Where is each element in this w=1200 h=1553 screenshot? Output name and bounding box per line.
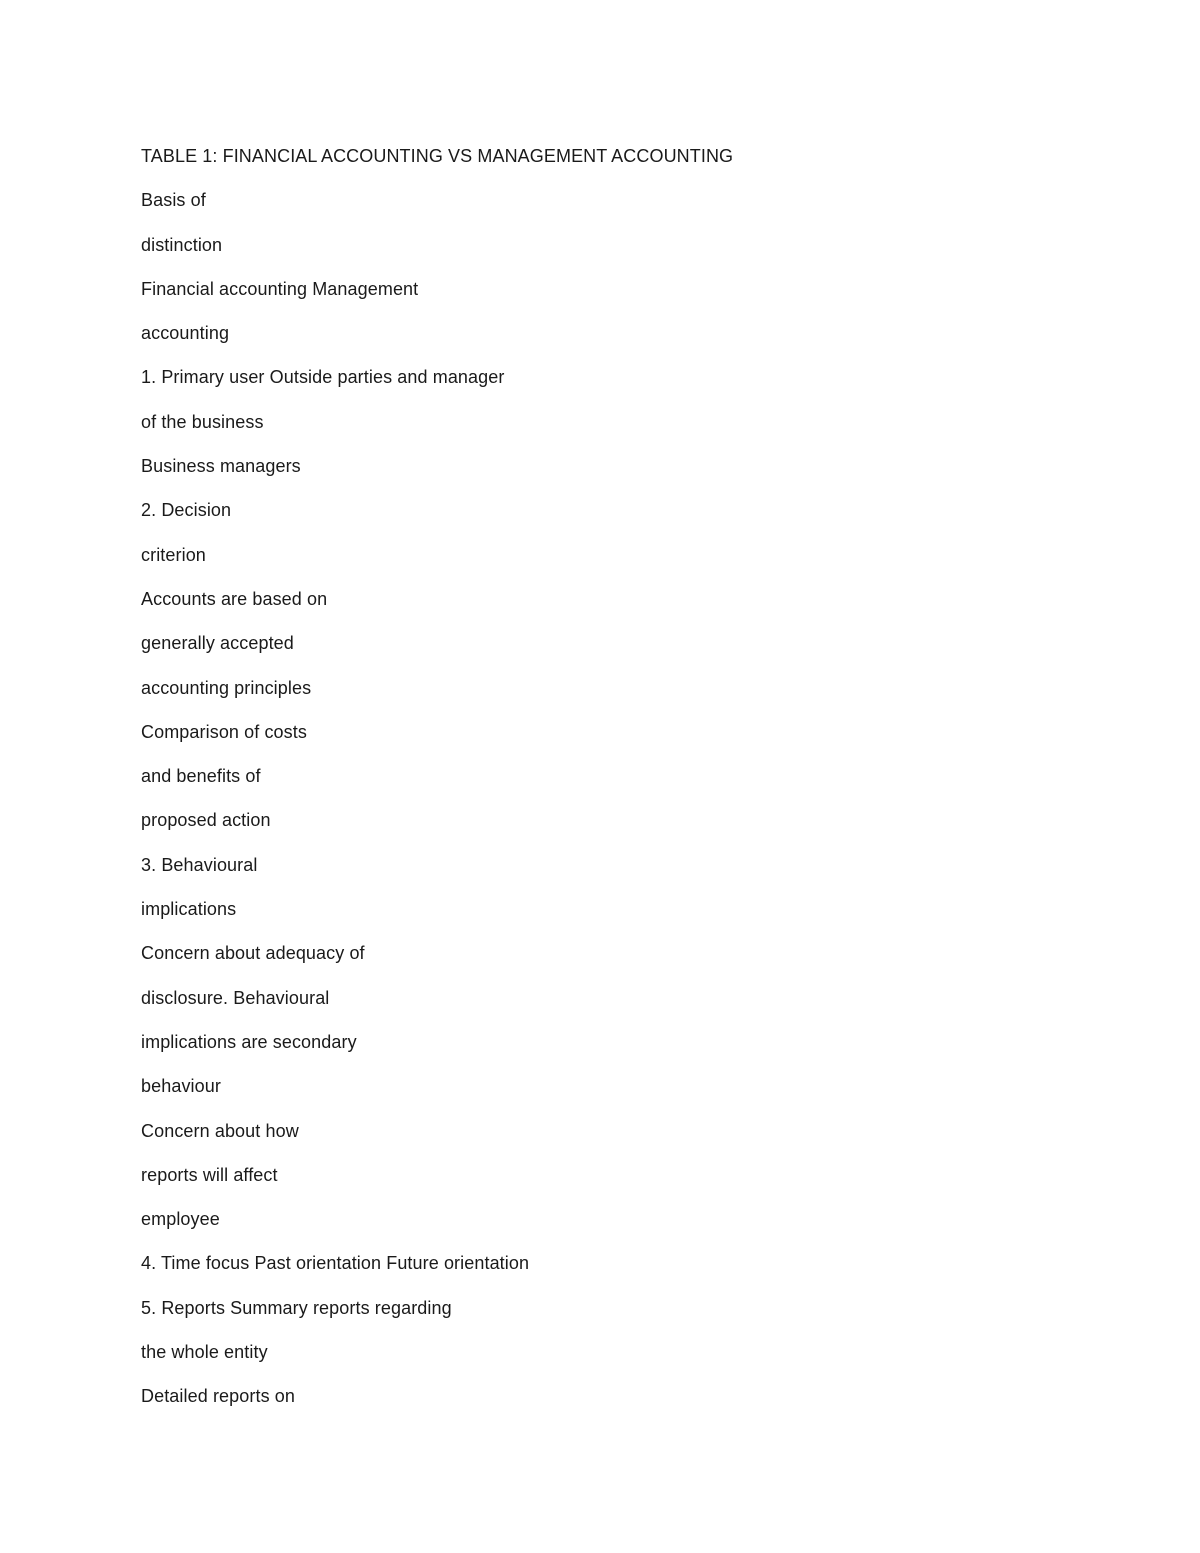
text-line: behaviour: [141, 1076, 221, 1097]
text-line: Financial accounting Management: [141, 278, 419, 299]
text-line: Concern about how: [141, 1120, 299, 1141]
text-line: 3. Behavioural: [141, 854, 258, 875]
text-line: Accounts are based on: [141, 588, 328, 609]
text-line: implications are secondary: [141, 1031, 357, 1052]
text-line: reports will affect: [141, 1164, 278, 1185]
text-line: 1. Primary user Outside parties and manager: [141, 367, 505, 388]
text-line: the whole entity: [141, 1342, 268, 1363]
text-line: 4. Time focus Past orientation Future orientation: [141, 1253, 530, 1274]
table-title: TABLE 1: FINANCIAL ACCOUNTING VS MANAGEMENT ACCOUNTING: [141, 146, 734, 166]
text-line: proposed action: [141, 810, 271, 831]
text-line: Business managers: [141, 456, 301, 477]
text-line: employee: [141, 1209, 220, 1230]
text-line: implications: [141, 899, 237, 920]
text-line: Concern about adequacy of: [141, 943, 365, 964]
text-line: accounting principles: [141, 677, 312, 698]
text-line: Detailed reports on: [141, 1386, 295, 1407]
text-line: 2. Decision: [141, 500, 232, 521]
text-line: Comparison of costs: [141, 721, 307, 742]
text-line: distinction: [141, 234, 223, 255]
document-body: [141, 142, 1041, 1427]
text-line: Basis of: [141, 190, 206, 211]
text-line: generally accepted: [141, 633, 294, 654]
text-line: disclosure. Behavioural: [141, 987, 330, 1008]
text-line: criterion: [141, 544, 206, 565]
text-line: of the business: [141, 411, 264, 432]
text-line: and benefits of: [141, 766, 261, 787]
text-line: accounting: [141, 323, 230, 344]
text-line: 5. Reports Summary reports regarding: [141, 1297, 452, 1318]
